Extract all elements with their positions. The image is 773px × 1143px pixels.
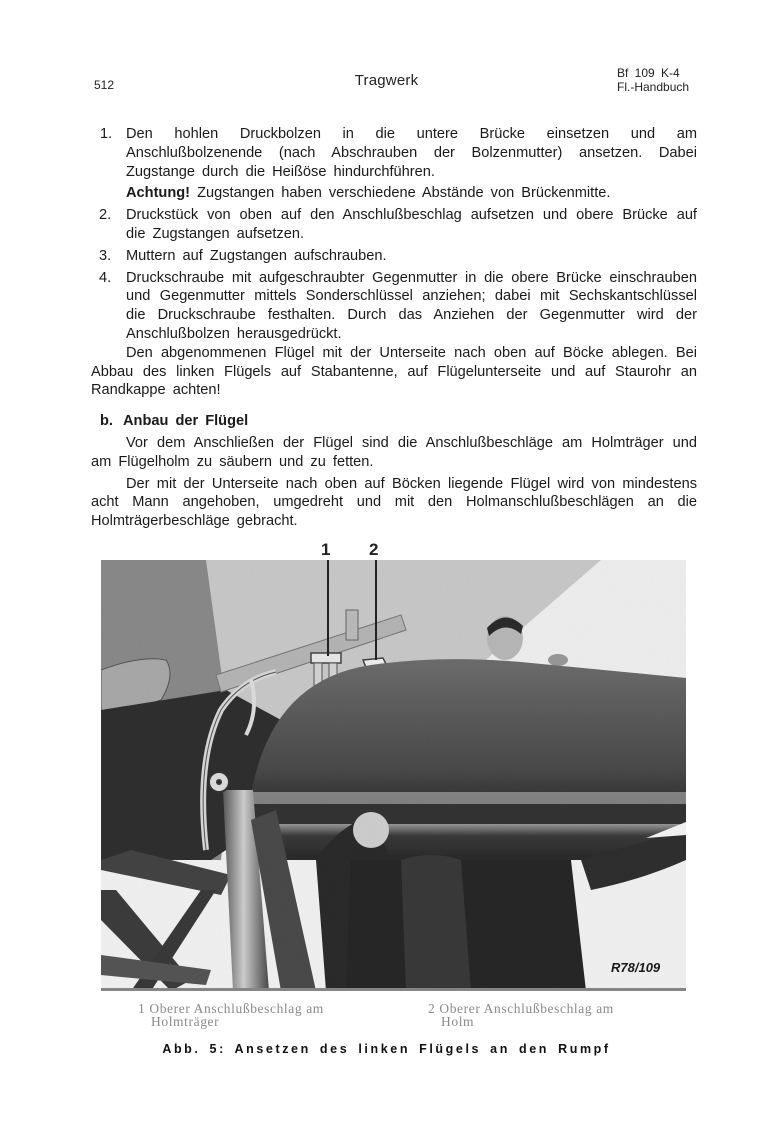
section-heading-b — [91, 412, 697, 431]
section-letter: b. — [100, 413, 113, 430]
legend-number: 1 — [138, 1001, 146, 1016]
wing-attachment-photo — [101, 560, 686, 991]
handbook-label: Fl.-Handbuch — [617, 79, 690, 94]
section-title: Anbau der Flügel — [122, 413, 249, 430]
step-number: 3. — [99, 247, 112, 264]
step-3 — [91, 247, 697, 266]
aircraft-designation: Bf 109 K-4 — [617, 66, 680, 80]
step-text: Den hohlen Druckbolzen in die untere Brücke einsetzen und am Anschlußbolzenende (nach Abschrauben der Bolzenmutter) ansetzen. Dabei Zugstange durch die Heißöse hindurchführen. — [126, 126, 697, 180]
page-number: 512 — [94, 78, 115, 92]
figure-photo — [101, 560, 686, 991]
body-text — [91, 125, 697, 531]
step-2 — [91, 206, 697, 244]
step-text: Druckschraube mit aufgeschraubter Gegenmutter in die obere Brücke einschrauben und Gegenmutter mittels Sonderschlüssel anziehen; dabei mit Sechskantschlüssel die Druckschraube festhalten. Durch das Anziehen der Gegenmutter wird der Anschlußbolzen herausgedrückt. — [126, 269, 697, 342]
photo-code: R78/109 — [611, 960, 661, 975]
warning-note — [91, 184, 697, 203]
paragraph-wing-storage: Den abgenommenen Flügel mit der Unterseite nach oben auf Böcke ablegen. Bei Abbau des linken Flügels auf Stabantenne, auf Flügelunterseite und auf Staurohr an Randkappe achten! — [91, 344, 697, 399]
warning-label: Achtung! — [126, 185, 191, 202]
running-title: Tragwerk — [354, 72, 419, 89]
legend-line1: Oberer Anschlußbeschlag am — [149, 1001, 324, 1016]
warning-text: Zugstangen haben verschiedene Abstände von Brückenmitte. — [190, 185, 611, 202]
step-text: Druckstück von oben auf den Anschlußbeschlag aufsetzen und obere Brücke auf die Zugstangen aufsetzen. — [126, 207, 697, 242]
paragraph-mounting: Der mit der Unterseite nach oben auf Böcken liegende Flügel wird von mindestens acht Mann angehoben, umgedreht und mit den Holmanschlußbeschlägen an die Holmträgerbeschläge gebracht. — [91, 475, 697, 530]
document-reference — [617, 67, 689, 94]
leader-line-1 — [327, 560, 329, 656]
step-1 — [91, 125, 697, 181]
figure-caption: Abb. 5: Ansetzen des linken Flügels an den Rumpf — [162, 1042, 611, 1056]
paragraph-cleaning: Vor dem Anschließen der Flügel sind die Anschlußbeschläge am Holmträger und am Flügelholm zu säubern und zu fetten. — [91, 434, 697, 470]
legend-line2: Holm — [441, 1014, 475, 1029]
step-number: 4. — [99, 269, 112, 286]
step-4 — [91, 269, 697, 344]
legend-line2: Holmträger — [151, 1014, 220, 1029]
leader-line-2 — [375, 560, 377, 660]
legend-number: 2 — [428, 1001, 436, 1016]
legend-line1: Oberer Anschlußbeschlag am — [439, 1001, 614, 1016]
callout-2: 2 — [369, 540, 379, 559]
legend-item-1 — [138, 1002, 324, 1028]
legend-item-2 — [428, 1002, 614, 1028]
step-text: Muttern auf Zugstangen aufschrauben. — [126, 247, 387, 264]
step-number: 1. — [100, 126, 113, 142]
step-number: 2. — [99, 207, 112, 224]
callout-1: 1 — [321, 540, 331, 559]
